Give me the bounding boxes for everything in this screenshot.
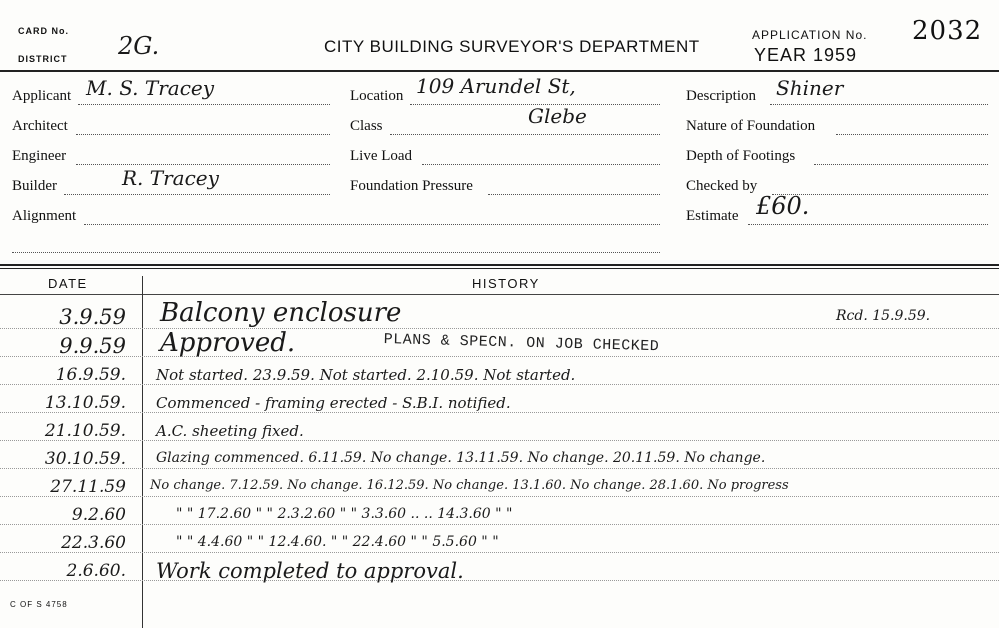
- history-entry: " " 17.2.60 " " 2.3.2.60 " " 3.3.60 .. .. 14.3.60 " ": [176, 506, 513, 522]
- builder-line: [64, 194, 330, 195]
- row-line: [0, 580, 999, 581]
- architect-label: Architect: [12, 118, 68, 134]
- header-divider: [0, 70, 999, 72]
- row-line: [0, 440, 999, 441]
- nature-of-foundation-label: Nature of Foundation: [686, 118, 816, 134]
- description-label: Description: [686, 88, 756, 104]
- depth-line: [814, 164, 988, 165]
- row-line: [0, 496, 999, 497]
- history-entry: Balcony enclosure: [160, 298, 402, 328]
- history-entry: Not started. 23.9.59. Not started. 2.10.59. Not started.: [156, 366, 576, 384]
- class-value: Glebe: [528, 104, 587, 128]
- applicant-value: M. S. Tracey: [86, 76, 215, 100]
- received-note: Rcd. 15.9.59.: [836, 308, 931, 324]
- history-date: 3.9.59: [59, 305, 126, 329]
- depth-of-footings-label: Depth of Footings: [686, 148, 796, 164]
- history-date: 9.9.59: [59, 334, 126, 358]
- history-header-rule: [0, 294, 999, 295]
- row-line: [0, 356, 999, 357]
- history-top-rule: [0, 264, 999, 266]
- foundation-pressure-line: [488, 194, 660, 195]
- applicant-line: [78, 104, 330, 105]
- estimate-label: Estimate: [686, 208, 739, 224]
- live-load-label: Live Load: [350, 148, 413, 164]
- history-top-rule-2: [0, 268, 999, 269]
- alignment-line: [84, 224, 660, 225]
- class-line: [390, 134, 660, 135]
- location-value: 109 Arundel St,: [416, 74, 576, 98]
- class-label: Class: [350, 118, 383, 134]
- district-label: DISTRICT: [18, 54, 68, 64]
- year-label: YEAR 1959: [754, 45, 858, 65]
- history-entry: Work completed to approval.: [156, 559, 464, 583]
- description-line: [770, 104, 988, 105]
- row-line: [0, 328, 999, 329]
- engineer-line: [76, 164, 330, 165]
- live-load-line: [422, 164, 660, 165]
- blank-line: [12, 252, 660, 253]
- builder-label: Builder: [12, 178, 57, 194]
- history-entry: A.C. sheeting fixed.: [156, 422, 304, 440]
- form-code: C OF S 4758: [10, 600, 68, 609]
- row-line: [0, 412, 999, 413]
- district-value: 2G.: [118, 32, 160, 60]
- architect-line: [76, 134, 330, 135]
- row-line: [0, 552, 999, 553]
- department-title: CITY BUILDING SURVEYOR'S DEPARTMENT: [324, 37, 700, 56]
- date-column-header: DATE: [48, 276, 88, 291]
- history-date: 30.10.59.: [44, 449, 126, 469]
- history-entry: " " 4.4.60 " " 12.4.60. " " 22.4.60 " " 5.5.60 " ": [176, 534, 499, 550]
- foundation-pressure-label: Foundation Pressure: [350, 178, 473, 194]
- history-entry: Approved.: [160, 328, 296, 358]
- history-date: 22.3.60: [61, 533, 126, 553]
- builder-value: R. Tracey: [122, 166, 219, 190]
- nature-line: [836, 134, 988, 135]
- history-date: 2.6.60.: [66, 561, 126, 581]
- plans-checked-stamp: PLANS & SPECN. ON JOB CHECKED: [383, 331, 660, 356]
- history-date: 16.9.59.: [55, 365, 126, 385]
- estimate-value: £60.: [756, 192, 810, 220]
- location-label: Location: [350, 88, 404, 104]
- row-line: [0, 384, 999, 385]
- estimate-line: [748, 224, 988, 225]
- application-no-value: 2032: [912, 16, 983, 46]
- history-entry: Commenced - framing erected - S.B.I. notified.: [156, 394, 511, 412]
- card-no-label: CARD No.: [18, 26, 69, 36]
- row-line: [0, 524, 999, 525]
- history-entry: Glazing commenced. 6.11.59. No change. 13.11.59. No change. 20.11.59. No change.: [156, 450, 766, 466]
- history-entry: No change. 7.12.59. No change. 16.12.59. No change. 13.1.60. No change. 28.1.60. No progress: [150, 478, 789, 493]
- history-date: 27.11.59: [50, 477, 126, 497]
- history-date: 13.10.59.: [44, 393, 126, 413]
- history-date: 21.10.59.: [44, 421, 126, 441]
- history-date: 9.2.60: [71, 505, 126, 525]
- checked-by-label: Checked by: [686, 178, 758, 194]
- row-line: [0, 468, 999, 469]
- alignment-label: Alignment: [12, 208, 77, 224]
- history-column-header: HISTORY: [472, 276, 540, 291]
- application-no-label: APPLICATION No.: [752, 28, 868, 42]
- applicant-label: Applicant: [12, 88, 72, 104]
- engineer-label: Engineer: [12, 148, 67, 164]
- description-value: Shiner: [776, 76, 844, 100]
